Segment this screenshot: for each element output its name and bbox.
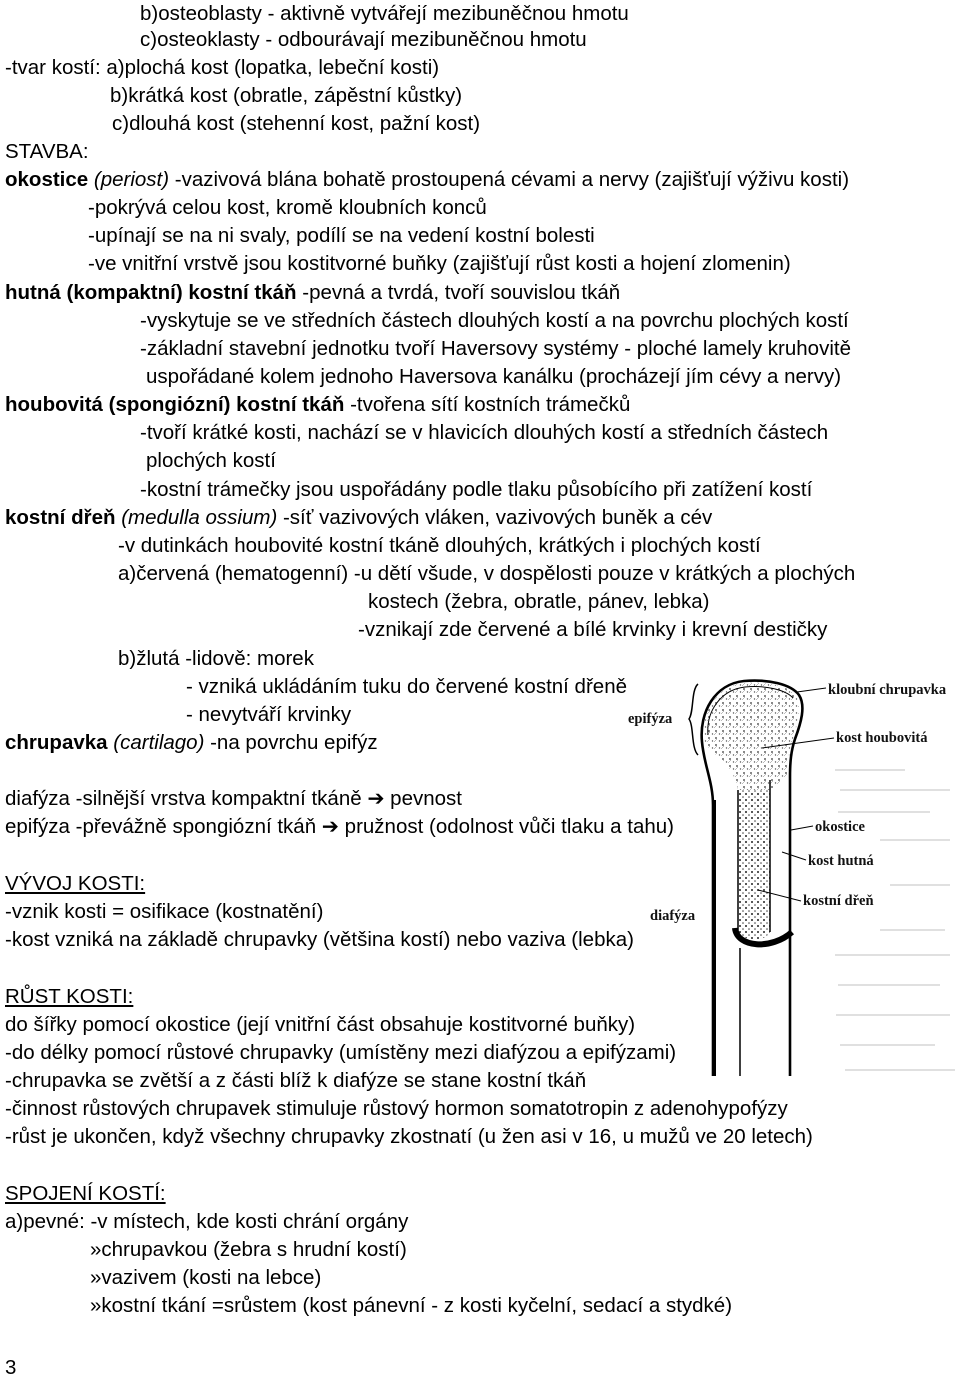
cartilage-latin: (cartilago): [107, 731, 205, 754]
page-number: 3: [5, 1356, 17, 1379]
diaphysis-line: diafýza -silnější vrstva kompaktní tkáně ➔ pevnost: [5, 787, 462, 810]
osteoclasts-line: c)osteoklasty - odbourávají mezibuněčnou hmotu: [140, 28, 587, 51]
periosteum-point: -ve vnitřní vrstvě jsou kostitvorné buňky (zajišťují růst kosti a hojení zlomenin): [88, 252, 791, 275]
label-periosteum: okostice: [815, 819, 865, 835]
structure-heading: STAVBA:: [5, 140, 89, 163]
label-epiphysis: epifýza: [628, 711, 673, 727]
yellow-marrow-line: - vzniká ukládáním tuku do červené kostní dřeně: [186, 675, 627, 698]
label-articular-cartilage: kloubní chrupavka: [828, 682, 947, 698]
bone-shape-flat: -tvar kostí: a)plochá kost (lopatka, lebeční kosti): [5, 56, 440, 79]
fixed-joint-type: »kostní tkání =srůstem (kost pánevní - z kosti kyčelní, sedací a stydké): [90, 1294, 733, 1317]
bone-marrow-line: [5, 504, 712, 532]
compact-bone-point: -vyskytuje se ve středních částech dlouhých kostí a na povrchu plochých kostí: [140, 309, 849, 332]
compact-bone-term: hutná (kompaktní) kostní tkáň: [5, 281, 297, 304]
growth-point: -do délky pomocí růstové chrupavky (umístěny mezi diafýzou a epifýzami): [5, 1041, 677, 1064]
yellow-marrow-line: b)žlutá -lidově: morek: [118, 647, 314, 670]
red-marrow-line: -vznikají zde červené a bílé krvinky i krevní destičky: [358, 618, 828, 641]
osteoblasts-line: b)osteoblasty - aktivně vytvářejí mezibuněčnou hmotu: [140, 2, 629, 25]
development-point: -kost vzniká na základě chrupavky (většina kostí) nebo vaziva (lebka): [5, 928, 634, 951]
label-diaphysis: diafýza: [650, 908, 696, 924]
spongy-bone-region: [704, 683, 799, 790]
periosteum-definition: -vazivová blána bohatě prostoupená cévami a nervy (zajišťují výživu kosti): [169, 168, 850, 191]
yellow-marrow-line: - nevytváří krvinky: [186, 703, 352, 726]
bone-marrow-term: kostní dřeň: [5, 506, 116, 529]
periosteum-line: [5, 166, 849, 194]
periosteum-point: -pokrývá celou kost, kromě kloubních konců: [88, 196, 487, 219]
fixed-joint-type: »chrupavkou (žebra s hrudní kostí): [90, 1238, 407, 1261]
bone-shape-long: c)dlouhá kost (stehenní kost, pažní kost): [112, 112, 481, 135]
scan-bleed-through: [835, 770, 955, 1070]
fixed-joint-type: »vazivem (kosti na lebce): [90, 1266, 322, 1289]
spongy-bone-line: [5, 391, 630, 419]
cartilage-definition: -na povrchu epifýz: [204, 731, 378, 754]
periosteum-point: -upínají se na ni svaly, podílí se na vedení kostní bolesti: [88, 224, 595, 247]
bone-marrow-definition: -síť vazivových vláken, vazivových buněk a cév: [277, 506, 713, 529]
label-marrow: kostní dřeň: [803, 893, 874, 909]
growth-point: -chrupavka se zvětší a z části blíž k diafýze se stane kostní tkáň: [5, 1069, 587, 1092]
leader-periosteum: [791, 826, 813, 830]
compact-bone-definition: -pevná a tvrdá, tvoří souvislou tkáň: [296, 281, 621, 304]
bone-marrow-location: -v dutinkách houbovité kostní tkáně dlouhých, krátkých i plochých kostí: [118, 534, 761, 557]
leader-articular-cartilage: [797, 688, 826, 692]
label-compact-bone: kost hutná: [808, 853, 874, 869]
spongy-bone-point: -kostní trámečky jsou uspořádány podle tlaku působícího při zatížení kostí: [140, 478, 813, 501]
epiphysis-brace: [689, 684, 698, 755]
spongy-bone-point: -tvoří krátké kosti, nachází se v hlavicích dlouhých kostí a středních částech: [140, 421, 829, 444]
compact-bone-line: [5, 279, 620, 307]
label-spongy-bone: kost houbovitá: [836, 730, 928, 746]
growth-heading: RŮST KOSTI:: [5, 985, 134, 1008]
marrow-cavity: [738, 790, 770, 940]
growth-point: -růst je ukončen, když všechny chrupavky zkostnatí (u žen asi v 16, u mužů ve 20 letech): [5, 1125, 813, 1148]
development-heading: VÝVOJ KOSTI:: [5, 872, 146, 895]
compact-bone-point: -základní stavební jednotku tvoří Haversovy systémy - ploché lamely kruhovitě: [140, 337, 851, 360]
red-marrow-line: a)červená (hematogenní) -u dětí všude, v dospělosti pouze v krátkých a plochých: [118, 562, 856, 585]
epiphysis-line: epifýza -převážně spongiózní tkáň ➔ pružnost (odolnost vůči tlaku a tahu): [5, 815, 674, 838]
bone-marrow-latin: (medulla ossium): [115, 506, 278, 529]
periosteum-term: okostice: [5, 168, 89, 191]
spongy-bone-definition: -tvořena sítí kostních trámečků: [344, 393, 631, 416]
spongy-bone-point: plochých kostí: [146, 449, 276, 472]
growth-point: -činnost růstových chrupavek stimuluje růstový hormon somatotropin z adenohypofýzy: [5, 1097, 788, 1120]
red-marrow-line: kostech (žebra, obratle, pánev, lebka): [368, 590, 710, 613]
long-bone-figure: [620, 660, 960, 1080]
development-point: -vznik kosti = osifikace (kostnatění): [5, 900, 324, 923]
cartilage-term: chrupavka: [5, 731, 108, 754]
growth-point: do šířky pomocí okostice (její vnitřní část obsahuje kostitvorné buňky): [5, 1013, 636, 1036]
bone-shape-short: b)krátká kost (obratle, zápěstní kůstky): [110, 84, 463, 107]
leader-compact-bone: [782, 852, 806, 860]
compact-bone-point: uspořádané kolem jednoho Haversova kanálku (procházejí jím cévy a nervy): [146, 365, 842, 388]
periosteum-latin: (periost): [88, 168, 170, 191]
cartilage-line: [5, 729, 378, 757]
spongy-bone-term: houbovitá (spongiózní) kostní tkáň: [5, 393, 345, 416]
joints-heading: SPOJENÍ KOSTÍ:: [5, 1182, 166, 1205]
fixed-joints-line: a)pevné: -v místech, kde kosti chrání orgány: [5, 1210, 409, 1233]
